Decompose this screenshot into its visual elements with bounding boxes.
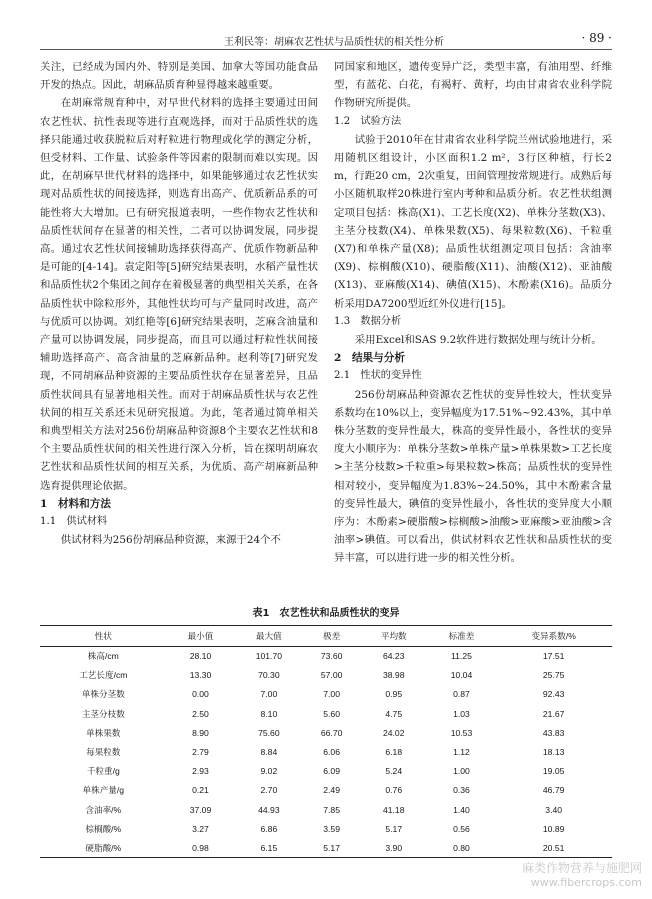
value-cell: 6.06 [323, 747, 340, 758]
table-row [40, 666, 612, 685]
value-cell: 37.09 [189, 804, 212, 815]
value-cell: 1.03 [453, 708, 470, 719]
paragraph: 在胡麻常规育种中，对早世代材料的选择主要通过田间农艺性状、抗性表现等进行直观选择，而对于品质性状的选择只能通过收获脱粒后对籽粒进行物理或化学的测定分析，但受材料、工作量、试验条件等因素的限制而难以实现。因此，在胡麻早世代材料的选择中，如果能够通过农艺性状实现对品质性状的间接选择，则选育出高产、优质新品系的可能性将大大增加。已有研究报道表明，一些作物农艺性状和品质性状间存在显著的相关性，二者可以协调发展，同步提高。通过农艺性状间接辅助选择获得高产、优质作物新品种是可能的[4-14]。袁定阳等[5]研究结果表明，水稻产量性状和品质性状2个集团之间存在着极显著的典型相关关系，在各品质性状中除粒形外，其他性状均可与产量同时改进，高产与优质可以协调。刘红艳等[6]研究结果表明，芝麻含油量和产量可以协调发展，同步提高，而且可以通过籽粒性状间接辅助选择高产、高含油量的芝麻新品种。赵利等[7]研究发现，不同胡麻品种资源的主要品质性状存在显著差异，且品质性状间具有显著地相关性。而对于胡麻品质性状与农艺性状间的相互关系还未见研究报道。为此，笔者通过简单相关和典型相关方法对256份胡麻品种资源8个主要农艺性状和8个主要品质性状间的相关性进行深入分析，旨在探明胡麻农艺性状和品质性状间的相互关系，为优质、高产胡麻新品种选育提供理论依据。 [40, 97, 318, 492]
trait-name-cell: 单株分茎数 [81, 689, 125, 700]
paragraph: 256份胡麻品种资源农艺性状的变异性较大，性状变异系数均在10%以上，变异幅度为17.51%~92.43%，其中单株分茎数的变异性最大，株高的变异性最小，各性状的变异度大小顺序为：单株分茎数>单株产量>单株果数>工艺长度>主茎分枝数>千粒重>每果粒数>株高；品质性状的变异性相对较小，变异幅度为1.83%~24.50%，其中木酚素含量的变异性最大，碘值的变异性最小，各性状的变异度大小顺序为：木酚素>硬脂酸>棕榈酸>油酸>亚麻酸>亚油酸>含油率>碘值。可以看出，供试材料农艺性状和品质性状的变异丰富，可以进行进一步的相关性分析。 [334, 388, 612, 565]
value-cell: 7.00 [260, 689, 278, 700]
value-cell: 6.09 [323, 766, 340, 777]
paragraph: 关注，已经成为国内外、特别是美国、加拿大等国功能食品开发的热点。因此，胡麻品质育种显得越来越重要。 [40, 61, 318, 92]
value-cell: 5.60 [323, 708, 340, 719]
variation-table [40, 625, 612, 858]
variation-table-section [40, 604, 612, 858]
value-cell: 0.56 [453, 823, 470, 834]
column-header: 最小值 [187, 631, 214, 641]
paragraph: 采用Excel和SAS 9.2软件进行数据处理与统计分析。 [354, 334, 602, 347]
value-cell: 10.04 [450, 670, 473, 681]
value-cell: 11.25 [451, 651, 472, 662]
value-cell: 41.18 [382, 804, 405, 815]
value-cell: 0.76 [385, 785, 403, 796]
value-cell: 8.90 [192, 727, 209, 738]
table-row [40, 781, 612, 800]
value-cell: 18.13 [542, 747, 565, 758]
paragraph: 同国家和地区，遗传变异广泛，类型丰富，有油用型、纤维型，有蓝花、白花，有褐籽、黄籽，均由甘肃省农业科学院作物研究所提供。 [334, 61, 612, 110]
trait-name-cell: 工艺长度/cm [79, 670, 128, 681]
table-row [40, 647, 612, 666]
trait-name-cell: 单株产量/g [82, 785, 125, 796]
trait-name-cell: 每果粒数 [86, 747, 121, 758]
paragraph: 试验于2010年在甘肃省农业科学院兰州试验地进行，采用随机区组设计，小区面积1.2 m²，3行区种植，行长2 m，行距20 cm，2次重复，田间管理按常规进行。成熟后每小区随机取样20株进行室内考种和品质分析。农艺性状组测定项目包括：株高(X1)、工艺长度(X2)、单株分茎数(X3)、主茎分枝数(X4)、单株果数(X5)、每果粒数(X6)、千粒重(X7)和单株产量(X8)；品质性状组测定项目包括：含油率(X9)、棕榈酸(X10)、硬脂酸(X11)、油酸(X12)、亚油酸(X13)、亚麻酸(X14)、碘值(X15)、木酚素(X16)。品质分析采用DA7200型近红外仪进行[15]。 [334, 133, 612, 310]
table-caption: 表1 农艺性状和品质性状的变异 [252, 608, 400, 619]
value-cell: 5.24 [385, 766, 403, 777]
value-cell: 2.93 [192, 766, 209, 777]
value-cell: 0.80 [453, 842, 470, 853]
value-cell: 46.79 [542, 785, 565, 796]
right-column [334, 58, 612, 568]
value-cell: 6.15 [260, 842, 278, 853]
value-cell: 57.00 [320, 670, 343, 681]
value-cell: 75.60 [258, 727, 280, 738]
value-cell: 0.95 [385, 689, 403, 700]
value-cell: 17.51 [542, 651, 565, 662]
value-cell: 13.30 [189, 670, 212, 681]
column-header: 性状 [94, 631, 112, 641]
column-header: 变异系数/% [531, 631, 576, 641]
value-cell: 19.05 [542, 766, 565, 777]
value-cell: 0.87 [453, 689, 470, 700]
value-cell: 0.00 [192, 689, 209, 700]
page-number: · 89 · [581, 31, 612, 45]
watermark-site-name: 麻类作物营养与施肥网 [521, 861, 642, 875]
value-cell: 21.67 [542, 708, 565, 719]
table-row [40, 800, 612, 819]
value-cell: 6.18 [385, 747, 403, 758]
trait-name-cell: 千粒重/g [86, 766, 120, 777]
table-body [40, 647, 612, 858]
trait-name-cell: 单株果数 [86, 727, 121, 738]
value-cell: 66.70 [320, 727, 343, 738]
value-cell: 8.10 [260, 708, 278, 719]
trait-name-cell: 主茎分枝数 [81, 708, 125, 719]
value-cell: 3.59 [323, 823, 340, 834]
value-cell: 20.51 [542, 842, 565, 853]
table-row [40, 742, 612, 761]
value-cell: 0.21 [192, 785, 209, 796]
table-row [40, 838, 612, 857]
value-cell: 25.75 [542, 670, 565, 681]
running-header [40, 30, 612, 50]
value-cell: 2.70 [260, 785, 278, 796]
value-cell: 2.49 [323, 785, 340, 796]
value-cell: 10.53 [450, 727, 473, 738]
value-cell: 8.84 [260, 747, 278, 758]
left-column [40, 58, 318, 549]
table-header-row [40, 626, 612, 647]
site-watermark [522, 859, 642, 889]
section-heading: 1.2 试验方法 [334, 115, 402, 127]
section-heading: 2.1 性状的变异性 [334, 370, 422, 382]
value-cell: 3.90 [385, 842, 403, 853]
value-cell: 2.79 [192, 747, 209, 758]
value-cell: 3.40 [545, 804, 563, 815]
value-cell: 10.89 [542, 823, 565, 834]
table-row [40, 704, 612, 723]
value-cell: 44.93 [258, 804, 280, 815]
value-cell: 92.43 [542, 689, 565, 700]
value-cell: 7.00 [323, 689, 340, 700]
value-cell: 4.75 [385, 708, 403, 719]
table-row [40, 762, 612, 781]
paragraph: 供试材料为256份胡麻品种资源，来源于24个不 [60, 534, 281, 547]
section-heading: 1.3 数据分析 [334, 315, 402, 327]
section-heading: 1 材料和方法 [40, 497, 111, 510]
table-row [40, 819, 612, 838]
value-cell: 70.30 [258, 670, 280, 681]
value-cell: 7.85 [323, 804, 340, 815]
column-header: 极差 [323, 631, 341, 641]
column-header: 最大值 [255, 631, 282, 641]
table-row [40, 723, 612, 742]
column-header: 平均数 [380, 631, 407, 641]
value-cell: 2.50 [192, 708, 209, 719]
value-cell: 101.70 [255, 651, 283, 662]
value-cell: 3.27 [192, 823, 209, 834]
trait-name-cell: 株高/cm [87, 651, 119, 662]
value-cell: 0.98 [192, 842, 209, 853]
value-cell: 64.23 [382, 651, 405, 662]
section-heading: 1.1 供试材料 [40, 516, 108, 528]
value-cell: 0.36 [453, 785, 470, 796]
trait-name-cell: 硬脂酸/% [85, 842, 122, 853]
value-cell: 1.00 [453, 766, 470, 777]
section-heading: 2 结果与分析 [334, 352, 405, 365]
value-cell: 38.98 [382, 670, 405, 681]
column-header: 标准差 [448, 631, 475, 641]
header-title: 王利民等：胡麻农艺性状与品质性状的相关性分析 [224, 37, 444, 48]
value-cell: 1.40 [453, 804, 470, 815]
value-cell: 6.86 [260, 823, 278, 834]
watermark-url: www.fibercrops.com [530, 876, 642, 889]
trait-name-cell: 棕榈酸/% [85, 823, 122, 834]
table-row [40, 685, 612, 704]
value-cell: 9.02 [260, 766, 278, 777]
value-cell: 73.60 [320, 651, 343, 662]
value-cell: 5.17 [385, 823, 403, 834]
value-cell: 24.02 [382, 727, 405, 738]
value-cell: 1.12 [453, 747, 470, 758]
value-cell: 43.83 [542, 727, 565, 738]
value-cell: 5.17 [323, 842, 340, 853]
trait-name-cell: 含油率/% [85, 804, 122, 815]
value-cell: 28.10 [189, 651, 212, 662]
